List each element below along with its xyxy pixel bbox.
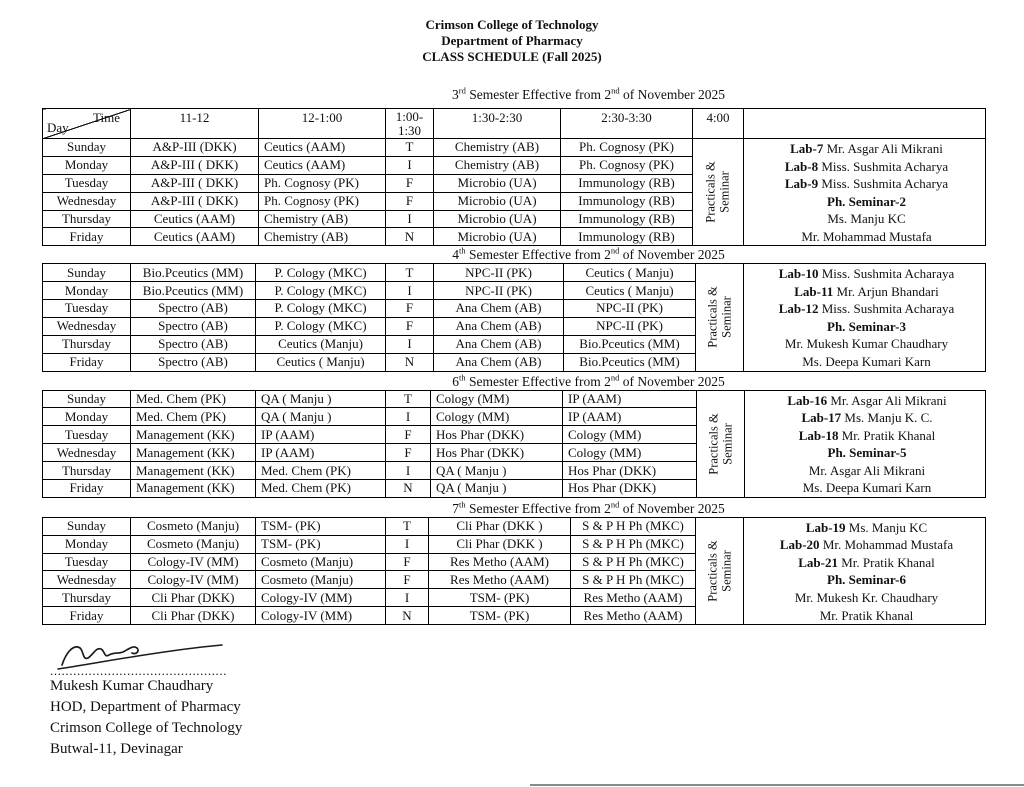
subject-cell: Cology (MM) bbox=[431, 408, 563, 426]
subject-cell: Cology-IV (MM) bbox=[131, 553, 256, 571]
day-cell: Friday bbox=[43, 479, 131, 497]
subject-cell: Cology (MM) bbox=[431, 390, 563, 408]
tiffin-letter-cell: T bbox=[386, 139, 434, 157]
lab-person: Ms. Manju KC bbox=[827, 211, 906, 227]
tiffin-letter-cell: T bbox=[386, 264, 434, 282]
lab-title: Ph. Seminar-2 bbox=[827, 193, 906, 209]
subject-cell: QA ( Manju ) bbox=[256, 390, 386, 408]
day-cell: Friday bbox=[43, 607, 131, 625]
signature-block bbox=[50, 641, 1024, 759]
lab-line bbox=[750, 283, 983, 301]
subject-cell: Immunology (RB) bbox=[561, 174, 693, 192]
subject-cell: Immunology (RB) bbox=[561, 210, 693, 228]
semester-number: 4 bbox=[452, 247, 460, 263]
day-cell: Thursday bbox=[43, 210, 131, 228]
schedule-table-7th-semester bbox=[42, 517, 986, 625]
day-cell: Wednesday bbox=[43, 192, 131, 210]
schedule-table-4th-semester bbox=[42, 263, 986, 371]
practicals-seminar-cell bbox=[696, 517, 744, 624]
lab-title: Lab-12 bbox=[778, 301, 819, 317]
subject-cell: Ceutics (AAM) bbox=[259, 139, 386, 157]
subject-cell: IP (AAM) bbox=[563, 408, 697, 426]
day-cell: Tuesday bbox=[43, 174, 131, 192]
subject-cell: Ceutics (AAM) bbox=[131, 210, 259, 228]
semester-heading-3rd bbox=[117, 86, 1024, 103]
subject-cell: IP (AAM) bbox=[563, 390, 697, 408]
lab-line bbox=[750, 589, 983, 607]
lab-title: Lab-17 bbox=[801, 410, 842, 426]
subject-cell: Ph. Cognosy (PK) bbox=[561, 139, 693, 157]
lab-line bbox=[750, 265, 983, 283]
tiffin-letter-cell: I bbox=[386, 282, 434, 300]
lab-person: Mr. Asgar Ali Mikrani bbox=[808, 462, 926, 478]
lab-person: Mr. Mukesh Kr. Chaudhary bbox=[794, 590, 939, 606]
subject-cell: Hos Phar (DKK) bbox=[431, 444, 563, 462]
schedule-row-sunday bbox=[43, 390, 986, 408]
subject-cell: TSM- (PK) bbox=[429, 607, 571, 625]
practicals-line: Practicals & bbox=[705, 286, 719, 349]
practicals-seminar-cell bbox=[693, 139, 744, 246]
subject-cell: Immunology (RB) bbox=[561, 228, 693, 246]
labs-cell bbox=[744, 264, 986, 371]
subject-cell: Spectro (AB) bbox=[131, 300, 256, 318]
day-cell: Monday bbox=[43, 535, 131, 553]
subject-cell: Spectro (AB) bbox=[131, 353, 256, 371]
heading-text: Semester Effective from 2 bbox=[465, 500, 611, 516]
subject-cell: QA ( Manju ) bbox=[256, 408, 386, 426]
subject-cell: NPC-II (PK) bbox=[434, 264, 564, 282]
lab-person: Mr. Pratik Khanal bbox=[838, 427, 936, 443]
semester-7th-table-section bbox=[0, 517, 1024, 625]
tiffin-header-line: 1:30 bbox=[397, 123, 422, 138]
lab-title: Lab-16 bbox=[787, 392, 828, 408]
lab-person: Ms. Deepa Kumari Karn bbox=[802, 480, 932, 496]
tiffin-letter-cell: N bbox=[386, 479, 431, 497]
tiffin-letter-cell: I bbox=[386, 589, 429, 607]
signature-dotted-line: .............................................. bbox=[50, 663, 228, 679]
subject-cell: Cology (MM) bbox=[563, 444, 697, 462]
tiffin-time-header bbox=[386, 109, 434, 139]
day-cell: Friday bbox=[43, 228, 131, 246]
lab-line bbox=[750, 175, 983, 193]
schedule-title: CLASS SCHEDULE (Fall 2025) bbox=[422, 49, 602, 64]
subject-cell: Ceutics (AAM) bbox=[259, 156, 386, 174]
lab-person: Mr. Mohammad Mustafa bbox=[801, 228, 932, 244]
lab-line bbox=[751, 444, 983, 462]
subject-cell: Spectro (AB) bbox=[131, 335, 256, 353]
subject-cell: Chemistry (AB) bbox=[434, 156, 561, 174]
subject-cell: Cosmeto (Manju) bbox=[131, 517, 256, 535]
subject-cell: P. Cology (MKC) bbox=[256, 317, 386, 335]
labs-cell bbox=[744, 139, 986, 246]
heading-text: of November 2025 bbox=[619, 87, 725, 102]
lab-line bbox=[750, 519, 983, 537]
subject-cell: Med. Chem (PK) bbox=[131, 408, 256, 426]
subject-cell: S & P H Ph (MKC) bbox=[571, 571, 696, 589]
day-cell: Sunday bbox=[43, 139, 131, 157]
heading-text: Semester Effective from 2 bbox=[465, 87, 612, 102]
tiffin-letter-cell: F bbox=[386, 317, 434, 335]
day-cell: Sunday bbox=[43, 264, 131, 282]
lab-line bbox=[750, 318, 983, 336]
lab-title: Lab-19 bbox=[805, 519, 846, 535]
time-slot-header: 11-12 bbox=[131, 109, 259, 139]
day-cell: Thursday bbox=[43, 462, 131, 480]
day-cell: Thursday bbox=[43, 335, 131, 353]
subject-cell: TSM- (PK) bbox=[429, 589, 571, 607]
subject-cell: NPC-II (PK) bbox=[564, 300, 696, 318]
lab-person: Miss. Sushmita Acharya bbox=[818, 176, 949, 192]
subject-cell: Ph. Cognosy (PK) bbox=[259, 192, 386, 210]
lab-person: Miss. Sushmita Acharaya bbox=[818, 301, 955, 317]
lab-person: Mr. Pratik Khanal bbox=[819, 607, 914, 623]
lab-line bbox=[750, 158, 983, 176]
lab-person: Miss. Sushmita Acharya bbox=[818, 158, 949, 174]
lab-line bbox=[750, 210, 983, 228]
hod-role: HOD, Department of Pharmacy bbox=[50, 699, 241, 716]
labs-cell bbox=[745, 390, 986, 497]
subject-cell: Ana Chem (AB) bbox=[434, 353, 564, 371]
heading-text: Semester Effective from 2 bbox=[465, 247, 611, 263]
ordinal-superscript: nd bbox=[610, 372, 620, 383]
lab-title: Lab-18 bbox=[798, 427, 839, 443]
tiffin-letter-cell: F bbox=[386, 174, 434, 192]
ordinal-superscript: th bbox=[459, 372, 466, 383]
subject-cell: QA ( Manju ) bbox=[431, 462, 563, 480]
department-name: Department of Pharmacy bbox=[441, 33, 583, 48]
subject-cell: Hos Phar (DKK) bbox=[431, 426, 563, 444]
subject-cell: A&P-III ( DKK) bbox=[131, 156, 259, 174]
heading-text: of November 2025 bbox=[619, 373, 725, 389]
subject-cell: Ceutics ( Manju) bbox=[564, 282, 696, 300]
ordinal-superscript: th bbox=[459, 245, 466, 256]
lab-line bbox=[751, 427, 983, 445]
page-bottom-rule bbox=[530, 784, 1024, 786]
subject-cell: IP (AAM) bbox=[256, 444, 386, 462]
lab-person: Mr. Asgar Ali Mikrani bbox=[823, 141, 943, 156]
semester-heading-6th bbox=[117, 373, 1024, 390]
time-header-label: Time bbox=[93, 110, 120, 125]
lab-line bbox=[750, 300, 983, 318]
semester-4th-table-section bbox=[0, 263, 1024, 371]
schedule-row-sunday bbox=[43, 264, 986, 282]
subject-cell: Microbio (UA) bbox=[434, 228, 561, 246]
time-slot-header: 4:00 bbox=[693, 109, 744, 139]
subject-cell: Cosmeto (Manju) bbox=[131, 535, 256, 553]
schedule-row-sunday bbox=[43, 517, 986, 535]
lab-person: Mr. Arjun Bhandari bbox=[833, 283, 939, 299]
semester-heading-7th bbox=[117, 500, 1024, 517]
semester-6th-table-section bbox=[0, 390, 1024, 498]
day-cell: Tuesday bbox=[43, 426, 131, 444]
day-cell: Wednesday bbox=[43, 317, 131, 335]
subject-cell: Ana Chem (AB) bbox=[434, 300, 564, 318]
practicals-line: Practicals & bbox=[703, 161, 718, 223]
subject-cell: Spectro (AB) bbox=[131, 317, 256, 335]
tiffin-header-line: 1:00- bbox=[395, 109, 424, 124]
tiffin-letter-cell: I bbox=[386, 156, 434, 174]
seminar-line: Seminar bbox=[718, 550, 733, 592]
lab-line bbox=[751, 409, 983, 427]
lab-line bbox=[750, 335, 983, 353]
seminar-line: Seminar bbox=[719, 422, 734, 465]
subject-cell: Res Metho (AAM) bbox=[571, 589, 696, 607]
schedule-row-sunday bbox=[43, 139, 986, 157]
subject-cell: Microbio (UA) bbox=[434, 210, 561, 228]
subject-cell: Cology-IV (MM) bbox=[256, 607, 386, 625]
lab-line bbox=[750, 228, 983, 246]
college-name: Crimson College of Technology bbox=[425, 17, 599, 32]
document-title bbox=[0, 0, 1024, 65]
subject-cell: Cli Phar (DKK) bbox=[131, 589, 256, 607]
day-header-label: Day bbox=[47, 120, 69, 135]
lab-title: Lab-7 bbox=[790, 141, 824, 156]
semester-number: 3 bbox=[452, 87, 459, 102]
ordinal-superscript: rd bbox=[458, 85, 466, 96]
subject-cell: S & P H Ph (MKC) bbox=[571, 553, 696, 571]
lab-line bbox=[750, 536, 983, 554]
subject-cell: Hos Phar (DKK) bbox=[563, 479, 697, 497]
hod-name: Mukesh Kumar Chaudhary bbox=[50, 678, 214, 695]
lab-person: Mr. Pratik Khanal bbox=[837, 554, 935, 570]
subject-cell: Ceutics ( Manju) bbox=[564, 264, 696, 282]
subject-cell: A&P-III ( DKK) bbox=[131, 174, 259, 192]
subject-cell: Cosmeto (Manju) bbox=[256, 553, 386, 571]
lab-line bbox=[750, 554, 983, 572]
semester-number: 7 bbox=[452, 500, 460, 516]
subject-cell: Ceutics ( Manju) bbox=[256, 353, 386, 371]
schedule-table-6th-semester bbox=[42, 390, 986, 498]
subject-cell: Bio.Pceutics (MM) bbox=[131, 282, 256, 300]
subject-cell: Chemistry (AB) bbox=[259, 210, 386, 228]
subject-cell: Med. Chem (PK) bbox=[131, 390, 256, 408]
tiffin-letter-cell: N bbox=[386, 228, 434, 246]
tiffin-letter-cell: F bbox=[386, 426, 431, 444]
day-cell: Tuesday bbox=[43, 300, 131, 318]
lab-line bbox=[751, 479, 983, 497]
heading-text: of November 2025 bbox=[619, 247, 725, 263]
subject-cell: NPC-II (PK) bbox=[564, 317, 696, 335]
time-slot-header: 12-1:00 bbox=[259, 109, 386, 139]
subject-cell: NPC-II (PK) bbox=[434, 282, 564, 300]
subject-cell: Cosmeto (Manju) bbox=[256, 571, 386, 589]
lab-line bbox=[751, 462, 983, 480]
ordinal-superscript: nd bbox=[610, 245, 620, 256]
subject-cell: S & P H Ph (MKC) bbox=[571, 517, 696, 535]
subject-cell: A&P-III ( DKK) bbox=[131, 192, 259, 210]
tiffin-letter-cell: F bbox=[386, 300, 434, 318]
day-cell: Thursday bbox=[43, 589, 131, 607]
day-cell: Sunday bbox=[43, 517, 131, 535]
day-cell: Monday bbox=[43, 408, 131, 426]
subject-cell: Ceutics (Manju) bbox=[256, 335, 386, 353]
lab-person: Ms. Manju KC bbox=[845, 519, 928, 535]
semester-3rd-table-section bbox=[0, 108, 1024, 246]
tiffin-letter-cell: F bbox=[386, 553, 429, 571]
day-cell: Monday bbox=[43, 282, 131, 300]
lab-title: Ph. Seminar-6 bbox=[827, 572, 906, 588]
tiffin-letter-cell: I bbox=[386, 335, 434, 353]
lab-person: Mr. Mukesh Kumar Chaudhary bbox=[784, 336, 949, 352]
tiffin-letter-cell: N bbox=[386, 353, 434, 371]
subject-cell: Management (KK) bbox=[131, 462, 256, 480]
subject-cell: Cology (MM) bbox=[563, 426, 697, 444]
subject-cell: Hos Phar (DKK) bbox=[563, 462, 697, 480]
subject-cell: P. Cology (MKC) bbox=[256, 264, 386, 282]
subject-cell: Bio.Pceutics (MM) bbox=[131, 264, 256, 282]
semester-number: 6 bbox=[452, 373, 460, 389]
day-cell: Friday bbox=[43, 353, 131, 371]
day-cell: Sunday bbox=[43, 390, 131, 408]
lab-line bbox=[750, 607, 983, 625]
subject-cell: Cology-IV (MM) bbox=[256, 589, 386, 607]
subject-cell: Med. Chem (PK) bbox=[256, 462, 386, 480]
subject-cell: Cology-IV (MM) bbox=[131, 571, 256, 589]
subject-cell: TSM- (PK) bbox=[256, 517, 386, 535]
lab-title: Lab-21 bbox=[798, 554, 838, 570]
tiffin-letter-cell: F bbox=[386, 192, 434, 210]
subject-cell: Cli Phar (DKK ) bbox=[429, 535, 571, 553]
labs-cell bbox=[744, 517, 986, 624]
lab-person: Mr. Mohammad Mustafa bbox=[819, 537, 954, 553]
lab-title: Lab-20 bbox=[779, 537, 820, 553]
subject-cell: TSM- (PK) bbox=[256, 535, 386, 553]
day-cell: Wednesday bbox=[43, 444, 131, 462]
tiffin-letter-cell: N bbox=[386, 607, 429, 625]
practicals-seminar-cell bbox=[696, 264, 744, 371]
lab-line bbox=[750, 353, 983, 371]
schedule-table-3rd-semester bbox=[42, 108, 986, 246]
lab-person: Miss. Sushmita Acharaya bbox=[818, 266, 955, 282]
lab-line bbox=[751, 392, 983, 410]
practicals-seminar-cell bbox=[697, 390, 745, 497]
tiffin-letter-cell: T bbox=[386, 517, 429, 535]
practicals-seminar-rotated-label bbox=[706, 540, 733, 601]
tiffin-letter-cell: F bbox=[386, 444, 431, 462]
tiffin-letter-cell: I bbox=[386, 408, 431, 426]
heading-text: of November 2025 bbox=[619, 500, 725, 516]
lab-title: Ph. Seminar-5 bbox=[827, 445, 907, 461]
lab-title: Ph. Seminar-3 bbox=[827, 318, 906, 334]
seminar-line: Seminar bbox=[718, 296, 733, 339]
practicals-line: Practicals & bbox=[705, 540, 719, 602]
practicals-seminar-rotated-label bbox=[707, 413, 734, 474]
subject-cell: Cli Phar (DKK ) bbox=[429, 517, 571, 535]
subject-cell: Cli Phar (DKK) bbox=[131, 607, 256, 625]
lab-person: Mr. Asgar Ali Mikrani bbox=[827, 392, 947, 408]
subject-cell: Res Metho (AAM) bbox=[571, 607, 696, 625]
subject-cell: Bio.Pceutics (MM) bbox=[564, 335, 696, 353]
lab-line bbox=[750, 140, 983, 158]
subject-cell: Bio.Pceutics (MM) bbox=[564, 353, 696, 371]
subject-cell: S & P H Ph (MKC) bbox=[571, 535, 696, 553]
subject-cell: P. Cology (MKC) bbox=[256, 282, 386, 300]
subject-cell: Ceutics (AAM) bbox=[131, 228, 259, 246]
subject-cell: IP (AAM) bbox=[256, 426, 386, 444]
lab-title: Lab-9 bbox=[784, 176, 819, 192]
lab-person: Ms. Manju K. C. bbox=[841, 410, 933, 426]
ordinal-superscript: th bbox=[459, 499, 466, 510]
semester-heading-4th bbox=[117, 246, 1024, 263]
subject-cell: Management (KK) bbox=[131, 444, 256, 462]
hod-org: Crimson College of Technology bbox=[50, 720, 243, 737]
subject-cell: Chemistry (AB) bbox=[259, 228, 386, 246]
practicals-seminar-rotated-label bbox=[706, 287, 733, 348]
tiffin-letter-cell: F bbox=[386, 571, 429, 589]
subject-cell: Med. Chem (PK) bbox=[256, 479, 386, 497]
tiffin-letter-cell: I bbox=[386, 210, 434, 228]
time-slot-header: 1:30-2:30 bbox=[434, 109, 561, 139]
subject-cell: A&P-III (DKK) bbox=[131, 139, 259, 157]
subject-cell: Management (KK) bbox=[131, 426, 256, 444]
subject-cell: Chemistry (AB) bbox=[434, 139, 561, 157]
subject-cell: QA ( Manju ) bbox=[431, 479, 563, 497]
ordinal-superscript: nd bbox=[610, 499, 620, 510]
subject-cell: P. Cology (MKC) bbox=[256, 300, 386, 318]
subject-cell: Res Metho (AAM) bbox=[429, 553, 571, 571]
day-cell: Monday bbox=[43, 156, 131, 174]
tiffin-letter-cell: I bbox=[386, 535, 429, 553]
lab-title: Lab-11 bbox=[794, 283, 834, 299]
subject-cell: Ph. Cognosy (PK) bbox=[259, 174, 386, 192]
lab-line bbox=[750, 571, 983, 589]
seminar-line: Seminar bbox=[717, 171, 731, 213]
day-cell: Tuesday bbox=[43, 553, 131, 571]
practicals-line: Practicals & bbox=[706, 412, 720, 475]
subject-cell: Microbio (UA) bbox=[434, 174, 561, 192]
tiffin-letter-cell: T bbox=[386, 390, 431, 408]
day-cell: Wednesday bbox=[43, 571, 131, 589]
lab-title: Lab-10 bbox=[778, 266, 819, 282]
subject-cell: Immunology (RB) bbox=[561, 192, 693, 210]
subject-cell: Microbio (UA) bbox=[434, 192, 561, 210]
lab-line bbox=[750, 193, 983, 211]
lab-title: Lab-8 bbox=[784, 158, 819, 174]
subject-cell: Ph. Cognosy (PK) bbox=[561, 156, 693, 174]
time-day-header-cell bbox=[43, 109, 131, 139]
empty-header-cell bbox=[744, 109, 986, 139]
lab-person: Ms. Deepa Kumari Karn bbox=[802, 354, 931, 370]
tiffin-letter-cell: I bbox=[386, 462, 431, 480]
practicals-seminar-rotated-label bbox=[705, 161, 732, 222]
hod-address: Butwal-11, Devinagar bbox=[50, 741, 183, 758]
subject-cell: Management (KK) bbox=[131, 479, 256, 497]
subject-cell: Ana Chem (AB) bbox=[434, 317, 564, 335]
ordinal-superscript: nd bbox=[611, 85, 620, 96]
time-slot-header: 2:30-3:30 bbox=[561, 109, 693, 139]
heading-text: Semester Effective from 2 bbox=[465, 373, 611, 389]
subject-cell: Ana Chem (AB) bbox=[434, 335, 564, 353]
subject-cell: Res Metho (AAM) bbox=[429, 571, 571, 589]
